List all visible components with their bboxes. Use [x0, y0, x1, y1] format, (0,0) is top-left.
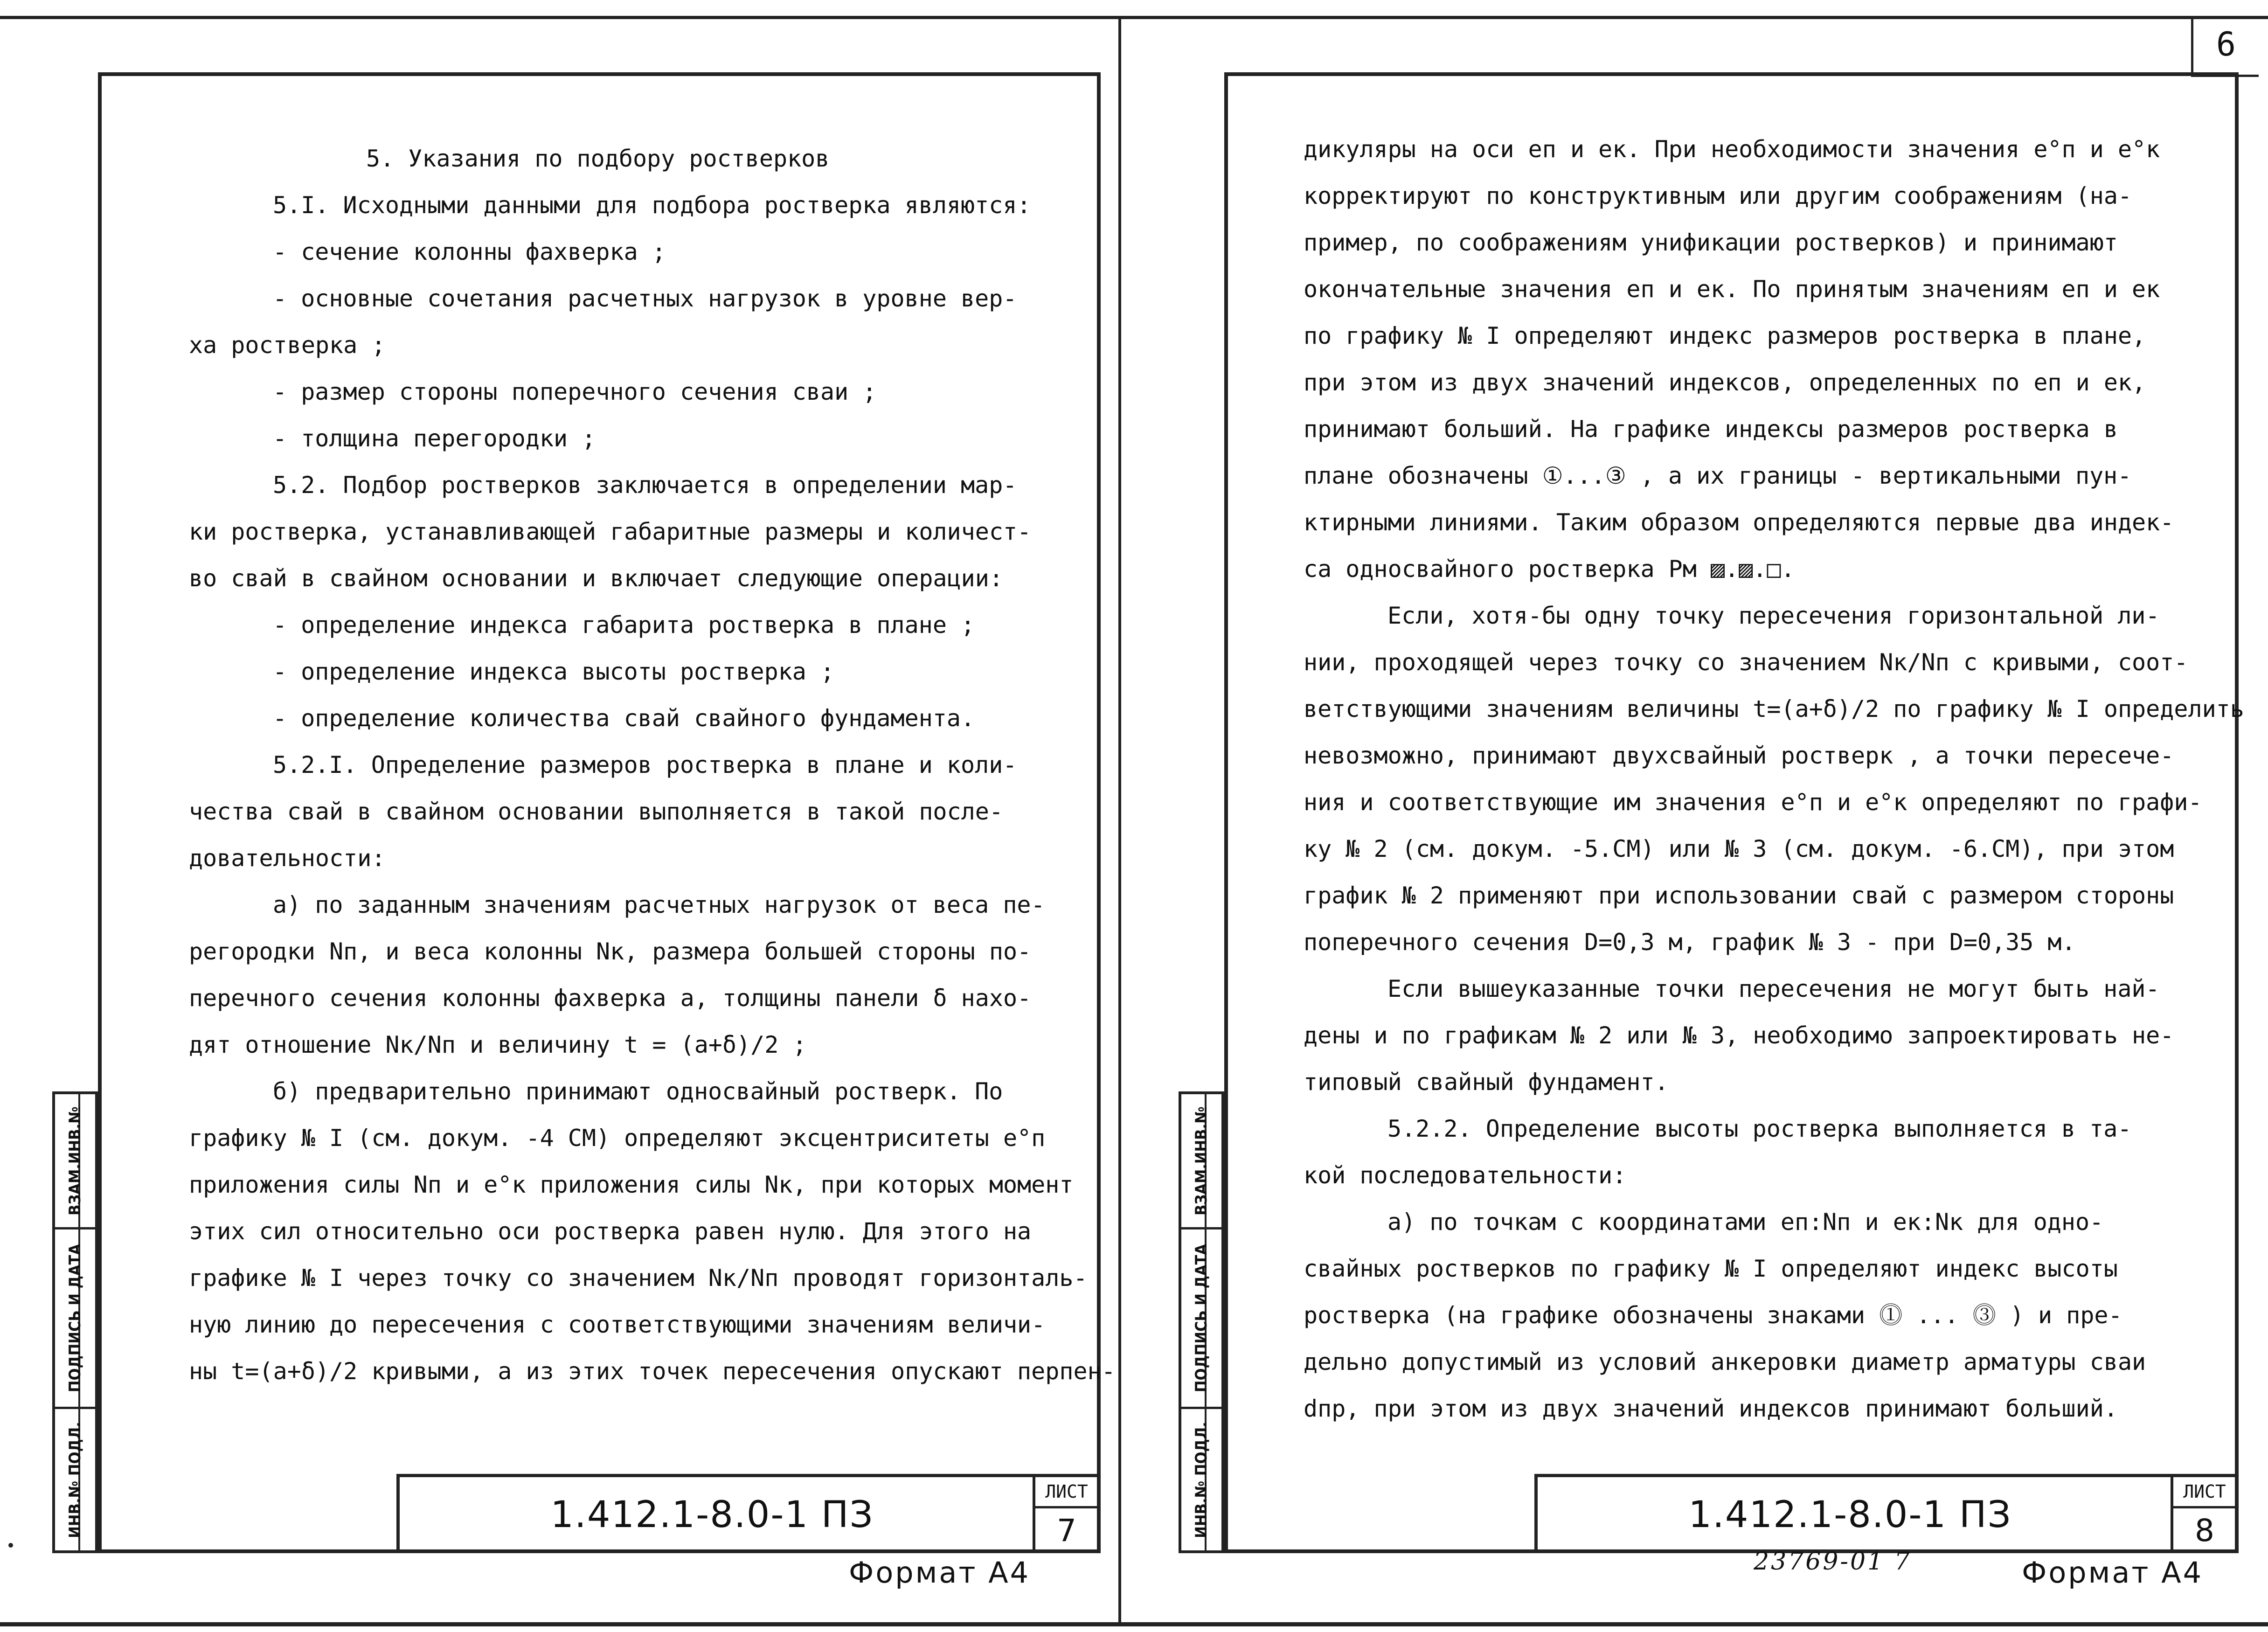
side-cell-signature-date: ПОДПИСЬ И ДАТА: [1181, 1229, 1221, 1409]
format-label: Формат А4: [2022, 1556, 2204, 1590]
text-line: поперечного сечения D=0,3 м, график № 3 - при D=0,35 м.: [1304, 929, 2076, 956]
text-line: невозможно, принимают двухсвайный ростверк , а точки пересече-: [1304, 742, 2174, 769]
text-line: свайных ростверков по графику № I определяют индекс высоты: [1304, 1255, 2118, 1282]
text-line: dпр, при этом из двух значений индексов принимают больший.: [1304, 1395, 2118, 1422]
side-cell-original-inv: ИНВ.№ ПОДЛ.: [66, 1421, 84, 1538]
left-side-stamp-strip: [52, 1091, 98, 1553]
text-line: - сечение колонны фахверка ;: [273, 238, 666, 265]
text-line: корректируют по конструктивным или другим соображениям (на-: [1304, 182, 2132, 209]
text-line: по графику № I определяют индекс размеров ростверка в плане,: [1304, 322, 2146, 349]
text-line: графике № I через точку со значением Nк/Nп проводят горизонталь-: [189, 1264, 1088, 1292]
text-line: ную линию до пересечения с соответствующими значениям величи-: [189, 1311, 1046, 1338]
right-side-stamp-strip: [1179, 1091, 1224, 1553]
document-code: 1.412.1-8.0-1 ПЗ: [1688, 1494, 2012, 1536]
text-line: дены и по графикам № 2 или № 3, необходимо запроектировать не-: [1304, 1022, 2174, 1049]
text-line: при этом из двух значений индексов, определенных по eп и eк,: [1304, 369, 2146, 396]
text-line: ны t=(a+δ)/2 кривыми, а из этих точек пересечения опускают перпен-: [189, 1358, 1116, 1385]
text-line: - определение индекса габарита ростверка в плане ;: [273, 611, 975, 639]
text-line: графику № I (см. докум. -4 СМ) определяют эксцентриситеты e°п: [189, 1125, 1046, 1152]
document-code: 1.412.1-8.0-1 ПЗ: [550, 1494, 874, 1536]
left-page-text: [189, 135, 1116, 1395]
section-heading: 5. Указания по подбору ростверков: [366, 145, 830, 172]
top-border-line: [0, 16, 2268, 19]
page-fold-line: [1118, 16, 1121, 1625]
text-line: Если, хотя-бы одну точку пересечения горизонтальной ли-: [1387, 602, 2160, 629]
text-line: регородки Nп, и веса колонны Nк, размера большей стороны по-: [189, 938, 1032, 965]
text-line: во свай в свайном основании и включает следующие операции:: [189, 565, 1003, 592]
text-line: ха ростверка ;: [189, 332, 386, 359]
text-line: са односвайного ростверка Рм ▨.▨.□.: [1304, 556, 1795, 583]
text-line: Если вышеуказанные точки пересечения не могут быть най-: [1387, 975, 2160, 1002]
text-line: - размер стороны поперечного сечения сваи ;: [273, 378, 877, 405]
text-line: б) предварительно принимают односвайный ростверк. По: [273, 1078, 1003, 1105]
text-line: дят отношение Nк/Nп и величину t = (a+δ)/2 ;: [189, 1031, 807, 1058]
text-line: принимают больший. На графике индексы размеров ростверка в: [1304, 416, 2118, 443]
sheet-label: ЛИСТ: [1035, 1477, 1098, 1508]
scan-dot: [8, 1543, 13, 1548]
handwritten-archive-number: 23769-01 7: [1754, 1548, 1912, 1576]
text-line: а) по точкам с координатами eп:Nп и eк:Nк для одно-: [1387, 1208, 2104, 1236]
corner-page-number: 6: [2191, 19, 2259, 77]
text-line: график № 2 применяют при использовании свай с размером стороны: [1304, 882, 2174, 909]
text-line: ния и соответствующие им значения e°п и e°к определяют по графи-: [1304, 789, 2202, 816]
text-line: 5.2.I. Определение размеров ростверка в плане и коли-: [273, 751, 1017, 778]
sheet-box: [1033, 1477, 1101, 1553]
left-title-block: [396, 1474, 1101, 1553]
text-line: довательности:: [189, 845, 386, 872]
text-line: этих сил относительно оси ростверка равен нулю. Для этого на: [189, 1218, 1032, 1245]
text-line: ктирными линиями. Таким образом определяются первые два индек-: [1304, 509, 2174, 536]
text-line: перечного сечения колонны фахверка a, толщины панели δ нахо-: [189, 985, 1032, 1012]
side-cell-original-inv: ИНВ.№ ПОДЛ.: [1192, 1421, 1211, 1538]
text-line: ку № 2 (см. докум. -5.СМ) или № 3 (см. докум. -6.СМ), при этом: [1304, 835, 2174, 862]
side-cell-replacement-inv: ВЗАМ.ИНВ.№: [55, 1094, 95, 1229]
text-line: - определение количества свай свайного фундамента.: [273, 705, 975, 732]
text-line: плане обозначены ①...③ , а их границы - вертикальными пун-: [1304, 462, 2132, 489]
text-line: дельно допустимый из условий анкеровки диаметр арматуры сваи: [1304, 1348, 2146, 1375]
sheet-number: 7: [1057, 1513, 1076, 1549]
text-line: кой последовательности:: [1304, 1162, 1627, 1189]
text-line: ки ростверка, устанавливающей габаритные размеры и количест-: [189, 518, 1032, 545]
text-line: 5.I. Исходными данными для подбора ростверка являются:: [273, 192, 1031, 219]
format-label: Формат А4: [849, 1556, 1031, 1590]
text-line: - основные сочетания расчетных нагрузок в уровне вер-: [273, 285, 1017, 312]
text-line: типовый свайный фундамент.: [1304, 1069, 1669, 1096]
sheet-number: 8: [2195, 1513, 2214, 1549]
text-line: дикуляры на оси eп и eк. При необходимости значения e°п и e°к: [1304, 136, 2160, 163]
sheet-box: [2171, 1477, 2239, 1553]
right-page-text: [1304, 126, 2244, 1432]
text-line: ветствующими значениям величины t=(a+δ)/2 по графику № I определить: [1304, 695, 2244, 722]
text-line: - определение индекса высоты ростверка ;: [273, 658, 835, 685]
sheet-label: ЛИСТ: [2173, 1477, 2236, 1508]
text-line: чества свай в свайном основании выполняется в такой после-: [189, 798, 1003, 825]
text-line: ростверка (на графике обозначены знаками ⓵ ... ⓷ ) и пре-: [1304, 1302, 2122, 1329]
text-line: приложения силы Nп и e°к приложения силы Nк, при которых момент: [189, 1171, 1074, 1198]
text-line: 5.2.2. Определение высоты ростверка выполняется в та-: [1387, 1115, 2132, 1142]
right-title-block: [1534, 1474, 2239, 1553]
text-line: пример, по соображениям унификации ростверков) и принимают: [1304, 229, 2118, 256]
text-line: 5.2. Подбор ростверков заключается в определении мар-: [273, 472, 1017, 499]
side-cell-signature-date: ПОДПИСЬ И ДАТА: [55, 1229, 95, 1409]
text-line: а) по заданным значениям расчетных нагрузок от веса пе-: [273, 891, 1045, 918]
side-cell-replacement-inv: ВЗАМ.ИНВ.№: [1181, 1094, 1221, 1229]
text-line: окончательные значения eп и eк. По принятым значениям eп и eк: [1304, 276, 2160, 303]
bottom-border-line: [0, 1622, 2268, 1626]
text-line: - толщина перегородки ;: [273, 425, 596, 452]
text-line: нии, проходящей через точку со значением Nк/Nп с кривыми, соот-: [1304, 649, 2188, 676]
